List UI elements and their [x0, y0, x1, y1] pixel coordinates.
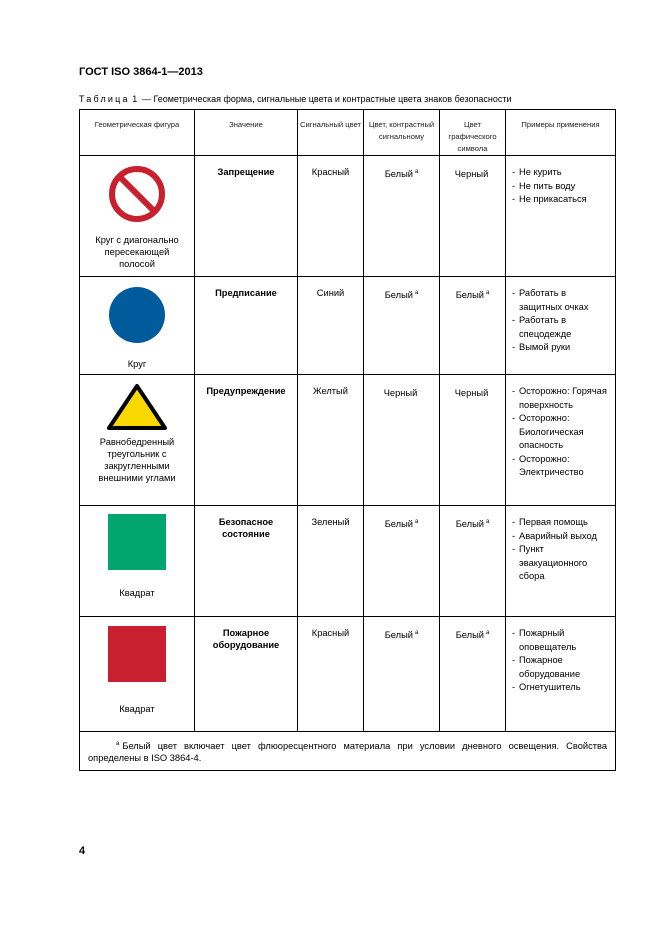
symbol-color-cell: Белый $^а$ — [440, 506, 506, 617]
contrast-color-cell: Черный — [364, 375, 440, 506]
table-header-row — [80, 110, 616, 156]
contrast-color-cell: Белый $^а$ — [364, 617, 440, 732]
caption-text: — Геометрическая форма, сигнальные цвета и контрастные цвета знаков безопасности — [141, 94, 512, 104]
table-row — [80, 506, 616, 617]
meaning-cell: Запрещение — [195, 156, 298, 277]
examples-cell — [506, 506, 616, 617]
list-item: - Осторожно: Горячая поверхность — [512, 385, 611, 412]
meaning-cell: Пожарное оборудование — [195, 617, 298, 732]
list-item: - Осторожно: Биологическая опасность — [512, 412, 611, 453]
safety-sign-table — [79, 109, 616, 771]
page-number: 4 — [79, 845, 86, 857]
list-item: - Пункт эвакуационного сбора — [512, 543, 611, 584]
table-row — [80, 375, 616, 506]
caption-table-number: 1 — [132, 94, 140, 104]
contrast-color-cell: Белый $^а$ — [364, 277, 440, 375]
examples-cell — [506, 375, 616, 506]
meaning-cell: Предупреждение — [195, 375, 298, 506]
column-header: Цвет графического символа — [440, 110, 506, 156]
table-row — [80, 617, 616, 732]
list-item: - Огнетушитель — [512, 681, 611, 695]
shape-label: Квадрат — [119, 704, 155, 714]
shape-label: Равнобедренный треугольник с закругленными внешними углами — [98, 437, 176, 483]
symbol-color-cell: Черный — [440, 375, 506, 506]
examples-cell — [506, 617, 616, 732]
shape-label: Круг с диагонально пересекающей полосой — [95, 235, 179, 269]
contrast-color-cell: Белый $^а$ — [364, 506, 440, 617]
safe-condition-square-icon — [108, 514, 166, 570]
list-item: - Первая помощь — [512, 516, 611, 530]
list-item: - Осторожно: Электричество — [512, 453, 611, 480]
column-header: Значение — [195, 110, 298, 156]
shape-cell — [80, 506, 195, 617]
mandatory-circle-icon — [109, 287, 165, 343]
list-item: - Не прикасаться — [512, 193, 611, 207]
shape-label: Квадрат — [119, 588, 155, 598]
shape-label: Круг — [127, 359, 147, 369]
meaning-cell: Предписание — [195, 277, 298, 375]
shape-cell — [80, 156, 195, 277]
shape-cell — [80, 617, 195, 732]
symbol-color-cell: Белый $^а$ — [440, 277, 506, 375]
table-caption — [79, 94, 511, 104]
list-item: - Аварийный выход — [512, 530, 611, 544]
column-header: Примеры применения — [506, 110, 616, 156]
column-header: Цвет, контрастный сигнальному — [364, 110, 440, 156]
list-item: - Пожарное оборудование — [512, 654, 611, 681]
contrast-color-cell: Белый $^а$ — [364, 156, 440, 277]
symbol-color-cell: Белый $^а$ — [440, 617, 506, 732]
list-item: - Не пить воду — [512, 180, 611, 194]
signal-color-cell: Красный — [298, 156, 364, 277]
column-header: Сигнальный цвет — [298, 110, 364, 156]
examples-cell — [506, 156, 616, 277]
list-item: - Работать в спецодежде — [512, 314, 611, 341]
table-row — [80, 277, 616, 375]
signal-color-cell: Зеленый — [298, 506, 364, 617]
symbol-color-cell: Черный — [440, 156, 506, 277]
signal-color-cell: Желтый — [298, 375, 364, 506]
shape-cell — [80, 375, 195, 506]
warning-triangle-icon — [105, 382, 169, 432]
shape-cell — [80, 277, 195, 375]
footnote: $^а$ Белый цвет включает цвет флюоресцентного материала при условии дневного освещения. Свойства определены в ISO 3864-4. — [80, 732, 616, 771]
prohibition-sign-icon — [108, 165, 166, 223]
list-item: - Не курить — [512, 166, 611, 180]
list-item: - Вымой руки — [512, 341, 611, 355]
column-header: Геометрическая фигура — [80, 110, 195, 156]
caption-table-word: Таблица — [79, 94, 130, 104]
table-row — [80, 156, 616, 277]
footnote-row — [80, 732, 616, 771]
meaning-cell: Безопасное состояние — [195, 506, 298, 617]
list-item: - Пожарный оповещатель — [512, 627, 611, 654]
list-item: - Работать в защитных очках — [512, 287, 611, 314]
fire-equipment-square-icon — [108, 626, 166, 682]
examples-cell — [506, 277, 616, 375]
signal-color-cell: Синий — [298, 277, 364, 375]
document-header: ГОСТ ISO 3864-1—2013 — [79, 66, 203, 78]
signal-color-cell: Красный — [298, 617, 364, 732]
